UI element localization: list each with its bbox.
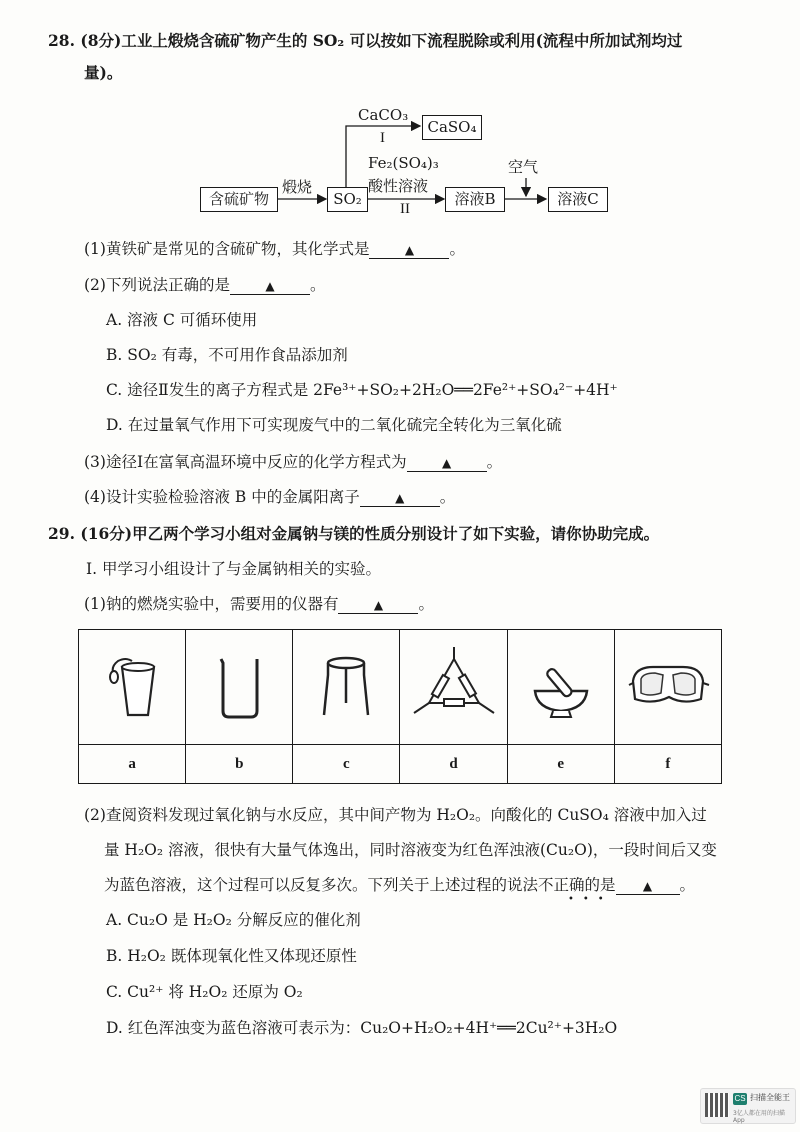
q29-p1-text: (1)钠的燃烧实验中，需要用的仪器有 <box>84 595 339 613</box>
q28-option-b: B. SO₂ 有毒，不可用作食品添加剂 <box>106 346 348 364</box>
q28-p4 <box>84 487 455 507</box>
qr-code-icon <box>705 1093 729 1117</box>
label-calcine: 煅烧 <box>282 178 313 196</box>
q29-p1-end: 。 <box>418 595 434 613</box>
apparatus-label-d: d <box>400 745 507 784</box>
answer-blank <box>338 596 418 614</box>
q29-p2-line3 <box>104 875 695 895</box>
q28-line2: 量)。 <box>84 63 123 82</box>
apparatus-label-a: a <box>79 745 186 784</box>
q28-p1 <box>84 239 465 259</box>
q28-p4-text: (4)设计实验检验溶液 B 中的金属阳离子 <box>84 488 360 506</box>
box-ore: 含硫矿物 <box>200 187 278 212</box>
triangle-icon: ▲ <box>642 879 653 893</box>
triangle-icon: ▲ <box>265 279 275 293</box>
emphasis-dots: ••• <box>568 894 613 905</box>
mortar-pestle-icon <box>521 645 601 725</box>
apparatus-label-b: b <box>186 745 293 784</box>
answer-blank <box>230 277 310 295</box>
q29-option-b: B. H₂O₂ 既体现氧化性又体现还原性 <box>106 947 357 965</box>
q29-option-a: A. Cu₂O 是 H₂O₂ 分解反应的催化剂 <box>106 911 361 929</box>
q28-p3-text: (3)途径Ⅰ在富氧高温环境中反应的化学方程式为 <box>84 453 407 471</box>
beaker-icon <box>199 645 279 725</box>
label-route2: II <box>400 201 410 217</box>
q28-option-a: A. 溶液 C 可循环使用 <box>106 311 258 329</box>
q28-line1: 28. (8分)工业上煅烧含硫矿物产生的 SO₂ 可以按如下流程脱除或利用(流程中所加试剂均过 <box>48 31 683 50</box>
box-solution-c: 溶液C <box>548 187 608 212</box>
q28-option-c: C. 途径Ⅱ发生的离子方程式是 2Fe³⁺+SO₂+2H₂O══2Fe²⁺+SO₄²⁻+4H⁺ <box>106 381 618 399</box>
triangle-icon: ▲ <box>441 456 452 470</box>
scanner-logo: CS <box>734 1094 746 1103</box>
triangle-icon: ▲ <box>373 598 384 612</box>
q29-p2-end: 。 <box>679 876 696 894</box>
q29-option-c: C. Cu²⁺ 将 H₂O₂ 还原为 O₂ <box>106 983 303 1001</box>
answer-blank <box>407 454 487 472</box>
apparatus-cell-a <box>79 630 186 745</box>
answer-blank <box>616 877 680 895</box>
q28-option-d: D. 在过量氧气作用下可实现废气中的二氧化硫完全转化为三氧化硫 <box>106 416 562 434</box>
answer-blank <box>369 241 449 259</box>
scanner-watermark <box>700 1088 796 1124</box>
q28-p2-text: (2)下列说法正确的是 <box>84 276 230 294</box>
triangle-icon: ▲ <box>404 243 415 257</box>
scanner-subtitle: 3亿人都在用的扫描App <box>733 1110 785 1124</box>
crucible-icon <box>92 645 172 725</box>
label-route1: I <box>380 130 385 146</box>
box-so2: SO₂ <box>327 187 368 212</box>
answer-blank <box>360 489 440 507</box>
apparatus-cell-e <box>507 630 614 745</box>
q29-option-d: D. 红色浑浊变为蓝色溶液可表示为：Cu₂O+H₂O₂+4H⁺══2Cu²⁺+3H₂O <box>106 1019 618 1037</box>
box-caso4: CaSO₄ <box>422 115 482 140</box>
apparatus-cell-f <box>614 630 721 745</box>
label-caco3: CaCO₃ <box>358 106 409 124</box>
apparatus-label-f: f <box>614 745 721 784</box>
apparatus-label-c: c <box>293 745 400 784</box>
q29-part1: Ⅰ. 甲学习小组设计了与金属钠相关的实验。 <box>86 560 381 578</box>
apparatus-cell-b <box>186 630 293 745</box>
apparatus-label-e: e <box>507 745 614 784</box>
q28-p1-end: 。 <box>449 240 465 258</box>
q29-p2-line1: (2)查阅资料发现过氧化钠与水反应，其中间产物为 H₂O₂。向酸化的 CuSO₄ 溶液中加入过 <box>84 806 707 824</box>
clay-triangle-icon <box>404 645 504 725</box>
scanner-app-name: 扫描全能王 <box>750 1093 790 1102</box>
tripod-icon <box>306 645 386 725</box>
triangle-icon: ▲ <box>395 491 405 505</box>
q29-p1 <box>84 594 434 614</box>
apparatus-table <box>78 629 722 784</box>
label-fe2so4: Fe₂(SO₄)₃ <box>368 154 439 172</box>
q29-p2-line3-text: 为蓝色溶液，这个过程可以反复多次。下列关于上述过程的说法不正确的是 <box>104 876 616 894</box>
label-air: 空气 <box>508 158 539 176</box>
q29-p2-line2: 量 H₂O₂ 溶液，很快有大量气体逸出，同时溶液变为红色浑浊液(Cu₂O)，一段时间后又变 <box>104 841 717 859</box>
label-acidic: 酸性溶液 <box>368 177 429 195</box>
box-solution-b: 溶液B <box>445 187 505 212</box>
q28-p3-end: 。 <box>486 453 503 471</box>
q28-p3 <box>84 452 502 472</box>
q28-p1-text: (1)黄铁矿是常见的含硫矿物，其化学式是 <box>84 240 370 258</box>
safety-goggles-icon <box>623 645 713 725</box>
q28-p2-end: 。 <box>309 276 326 294</box>
apparatus-cell-c <box>293 630 400 745</box>
q28-p4-end: 。 <box>439 488 456 506</box>
apparatus-cell-d <box>400 630 507 745</box>
q28-p2 <box>84 275 325 295</box>
q29-line1: 29. (16分)甲乙两个学习小组对金属钠与镁的性质分别设计了如下实验，请你协助完成。 <box>48 524 660 543</box>
